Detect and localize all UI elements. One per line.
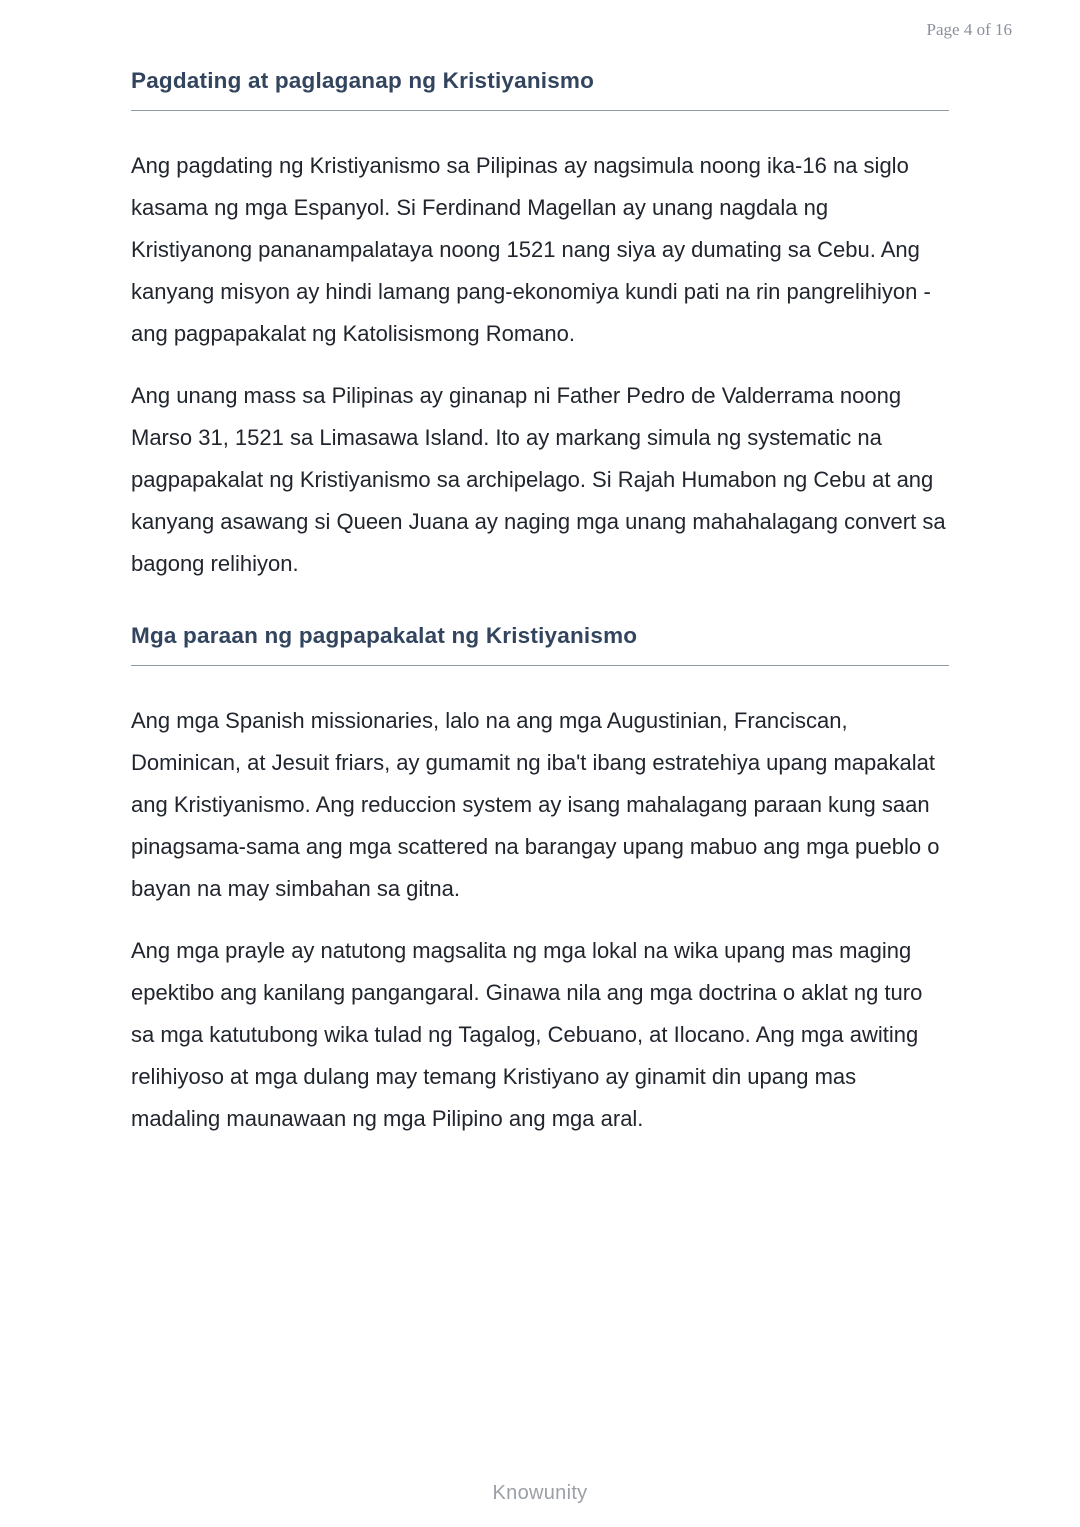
heading-divider: [131, 665, 949, 666]
section-heading: Mga paraan ng pagpapakalat ng Kristiyanismo: [131, 623, 638, 648]
footer-brand: Knowunity: [492, 1482, 588, 1504]
document-content: [131, 68, 949, 1160]
section-arrival-of-christianity: [131, 68, 949, 585]
paragraph: Ang unang mass sa Pilipinas ay ginanap ni Father Pedro de Valderrama noong Marso 31, 1521 sa Limasawa Island. Ito ay markang simula ng systematic na pagpapakalat ng Kristiyanismo sa archipelago. Si Rajah Humabon ng Cebu at ang kanyang asawang si Queen Juana ay naging mga unang mahahalagang convert sa bagong relihiyon.: [131, 383, 946, 576]
page-indicator: Page 4 of 16: [926, 20, 1012, 39]
paragraph: Ang mga Spanish missionaries, lalo na ang mga Augustinian, Franciscan, Dominican, at Jesuit friars, ay gumamit ng iba't ibang estratehiya upang mapakalat ang Kristiyanismo. Ang reduccion system ay isang mahalagang paraan kung saan pinagsama-sama ang mga scattered na barangay upang mabuo ang mga pueblo o bayan na may simbahan sa gitna.: [131, 708, 940, 901]
section-heading: Pagdating at paglaganap ng Kristiyanismo: [131, 68, 595, 93]
paragraph: Ang pagdating ng Kristiyanismo sa Pilipinas ay nagsimula noong ika-16 na siglo kasama ng mga Espanyol. Si Ferdinand Magellan ay unang nagdala ng Kristiyanong pananampalataya noong 1521 nang siya ay dumating sa Cebu. Ang kanyang misyon ay hindi lamang pang-ekonomiya kundi pati na rin pangrelihiyon - ang pagpapakalat ng Katolisismong Romano.: [131, 153, 931, 346]
heading-divider: [131, 110, 949, 111]
paragraph: Ang mga prayle ay natutong magsalita ng mga lokal na wika upang mas maging epektibo ang kanilang pangangaral. Ginawa nila ang mga doctrina o aklat ng turo sa mga katutubong wika tulad ng Tagalog, Cebuano, at Ilocano. Ang mga awiting relihiyoso at mga dulang may temang Kristiyano ay ginamit din upang mas madaling maunawaan ng mga Pilipino ang mga aral.: [131, 938, 923, 1131]
section-methods-of-spreading: [131, 623, 949, 1140]
